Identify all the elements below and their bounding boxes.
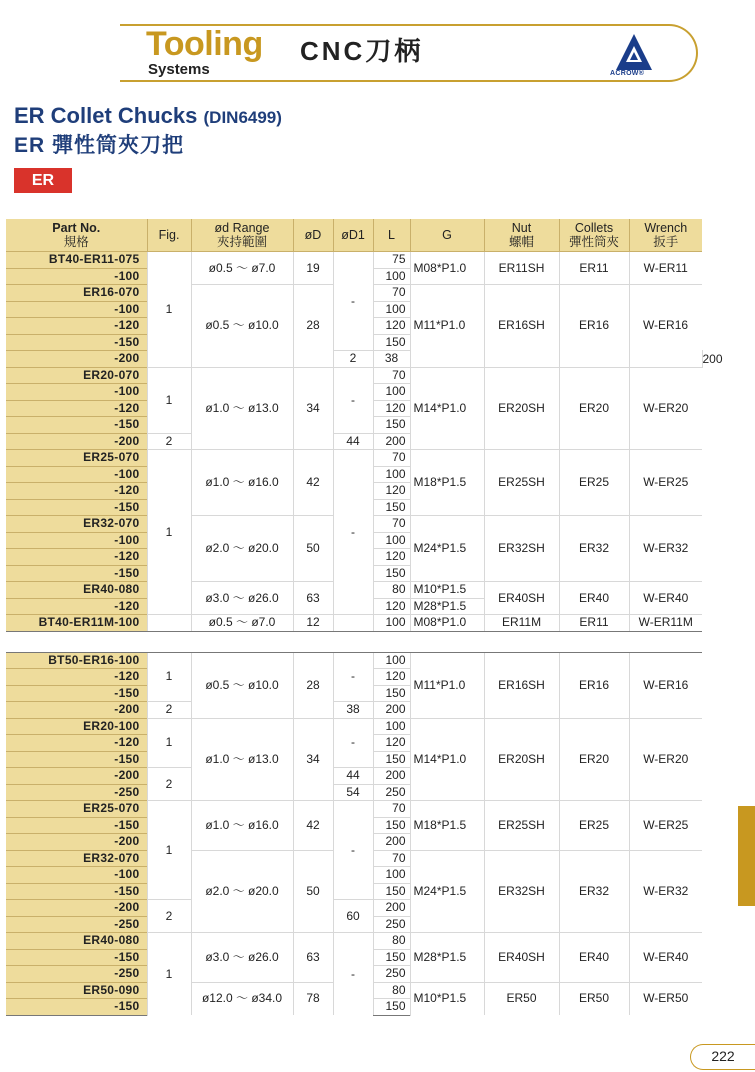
page-title [14,104,282,130]
table-row: ER20-100 1 ø1.0 ～ ø13.0 34 - 100 M14*P1.0 ER20SH ER20 W-ER20 [6,718,702,735]
table-row: -150 150 [6,883,702,900]
table-row: -150 150 [6,565,702,582]
table-row: -120 120 M28*P1.5 [6,598,702,615]
table-row: -200 2 38 200 [6,351,702,368]
col-nut: Nut 螺帽 [484,219,559,252]
section-spacer [6,631,702,652]
brand-label: ACROW® [610,70,645,77]
table-row: -150 150 [6,334,702,351]
title-standard: (DIN6499) [203,108,282,127]
table-row: -200 2 60 200 [6,900,702,917]
table-row: ER40-080 1 ø3.0 ～ ø26.0 63 - 80 M28*P1.5 ER40SH ER40 W-ER40 [6,933,702,950]
table-row: -120 120 [6,400,702,417]
table-row: -150 150 [6,417,702,434]
page-title-zh: ER 彈性筒夾刀把 [14,134,185,157]
table-row: -200 2 44 200 [6,433,702,450]
col-collets: Collets 彈性筒夾 [559,219,629,252]
table-row: -100 100 [6,268,702,285]
col-range: ød Range 夾持範圍 [191,219,293,252]
table-row: -150 150 [6,751,702,768]
tooling-logo: Tooling [146,25,263,63]
table-row: -120 120 [6,735,702,752]
table-row: -100 100 [6,532,702,549]
table-row: -150 150 [6,817,702,834]
table-row: ER32-070 ø2.0 ～ ø20.0 50 70 M24*P1.5 ER32SH ER32 W-ER32 [6,516,702,533]
er-badge: ER [14,168,72,193]
col-part: Part No. 規格 [6,219,147,252]
table-row: -250 250 [6,966,702,983]
table-row: ER50-090 ø12.0 ～ ø34.0 78 80 M10*P1.5 ER50 ER50 W-ER50 [6,982,702,999]
col-wrench: Wrench 扳手 [629,219,702,252]
col-fig: Fig. [147,219,191,252]
col-od1: øD1 [333,219,373,252]
spec-table [6,219,723,1016]
table-row: ER40-080 ø3.0 ～ ø26.0 63 80 M10*P1.5 ER40SH ER40 W-ER40 [6,582,702,599]
col-od: øD [293,219,333,252]
table-row: -150 150 [6,499,702,516]
table-row: -250 250 [6,916,702,933]
table-row: -100 100 [6,867,702,884]
table-header [6,219,702,252]
table-row: ER25-070 1 ø1.0 ～ ø16.0 42 - 70 M18*P1.5 ER25SH ER25 W-ER25 [6,801,702,818]
table-row: ER16-070 ø0.5 ～ ø10.0 28 70 M11*P1.0 ER16SH ER16 W-ER16 [6,285,702,302]
table-row: -150 150 [6,999,702,1016]
table-row: -200 200 [6,834,702,851]
table-row: -120 120 [6,483,702,500]
table-row: BT40-ER11-075 1 ø0.5 ～ ø7.0 19 - 75 M08*P1.0 ER11SH ER11 W-ER11 [6,252,702,269]
table-row: -120 120 [6,549,702,566]
systems-logo: Systems [148,61,210,78]
table-row: -100 100 [6,466,702,483]
table-row: -100 100 [6,384,702,401]
table-row: -150 150 [6,949,702,966]
table-row: -250 54 250 [6,784,702,801]
table-row: -120 120 [6,669,702,686]
table-row: -200 2 44 200 [6,768,702,785]
col-g: G [410,219,484,252]
col-l: L [373,219,410,252]
table-row: ER32-070 ø2.0 ～ ø20.0 50 70 M24*P1.5 ER32SH ER32 W-ER32 [6,850,702,867]
table-row: -120 120 [6,318,702,335]
table-row: -150 150 [6,685,702,702]
table-row: ER20-070 1 ø1.0 ～ ø13.0 34 - 70 M14*P1.0 ER20SH ER20 W-ER20 [6,367,702,384]
title-text: ER Collet Chucks [14,103,198,128]
table-row: BT40-ER11M-100 ø0.5 ～ ø7.0 12 100 M08*P1.0 ER11M ER11 W-ER11M [6,615,702,632]
table-row: ER25-070 1 ø1.0 ～ ø16.0 42 - 70 M18*P1.5 ER25SH ER25 W-ER25 [6,450,702,467]
section-side-tab [738,806,755,906]
table-row: -200 2 38 200 [6,702,702,719]
table-row: -100 100 [6,301,702,318]
category-title: CNC刀柄 [300,36,424,66]
page-number: 222 [690,1044,755,1070]
table-row: BT50-ER16-100 1 ø0.5 ～ ø10.0 28 - 100 M11*P1.0 ER16SH ER16 W-ER16 [6,652,702,669]
